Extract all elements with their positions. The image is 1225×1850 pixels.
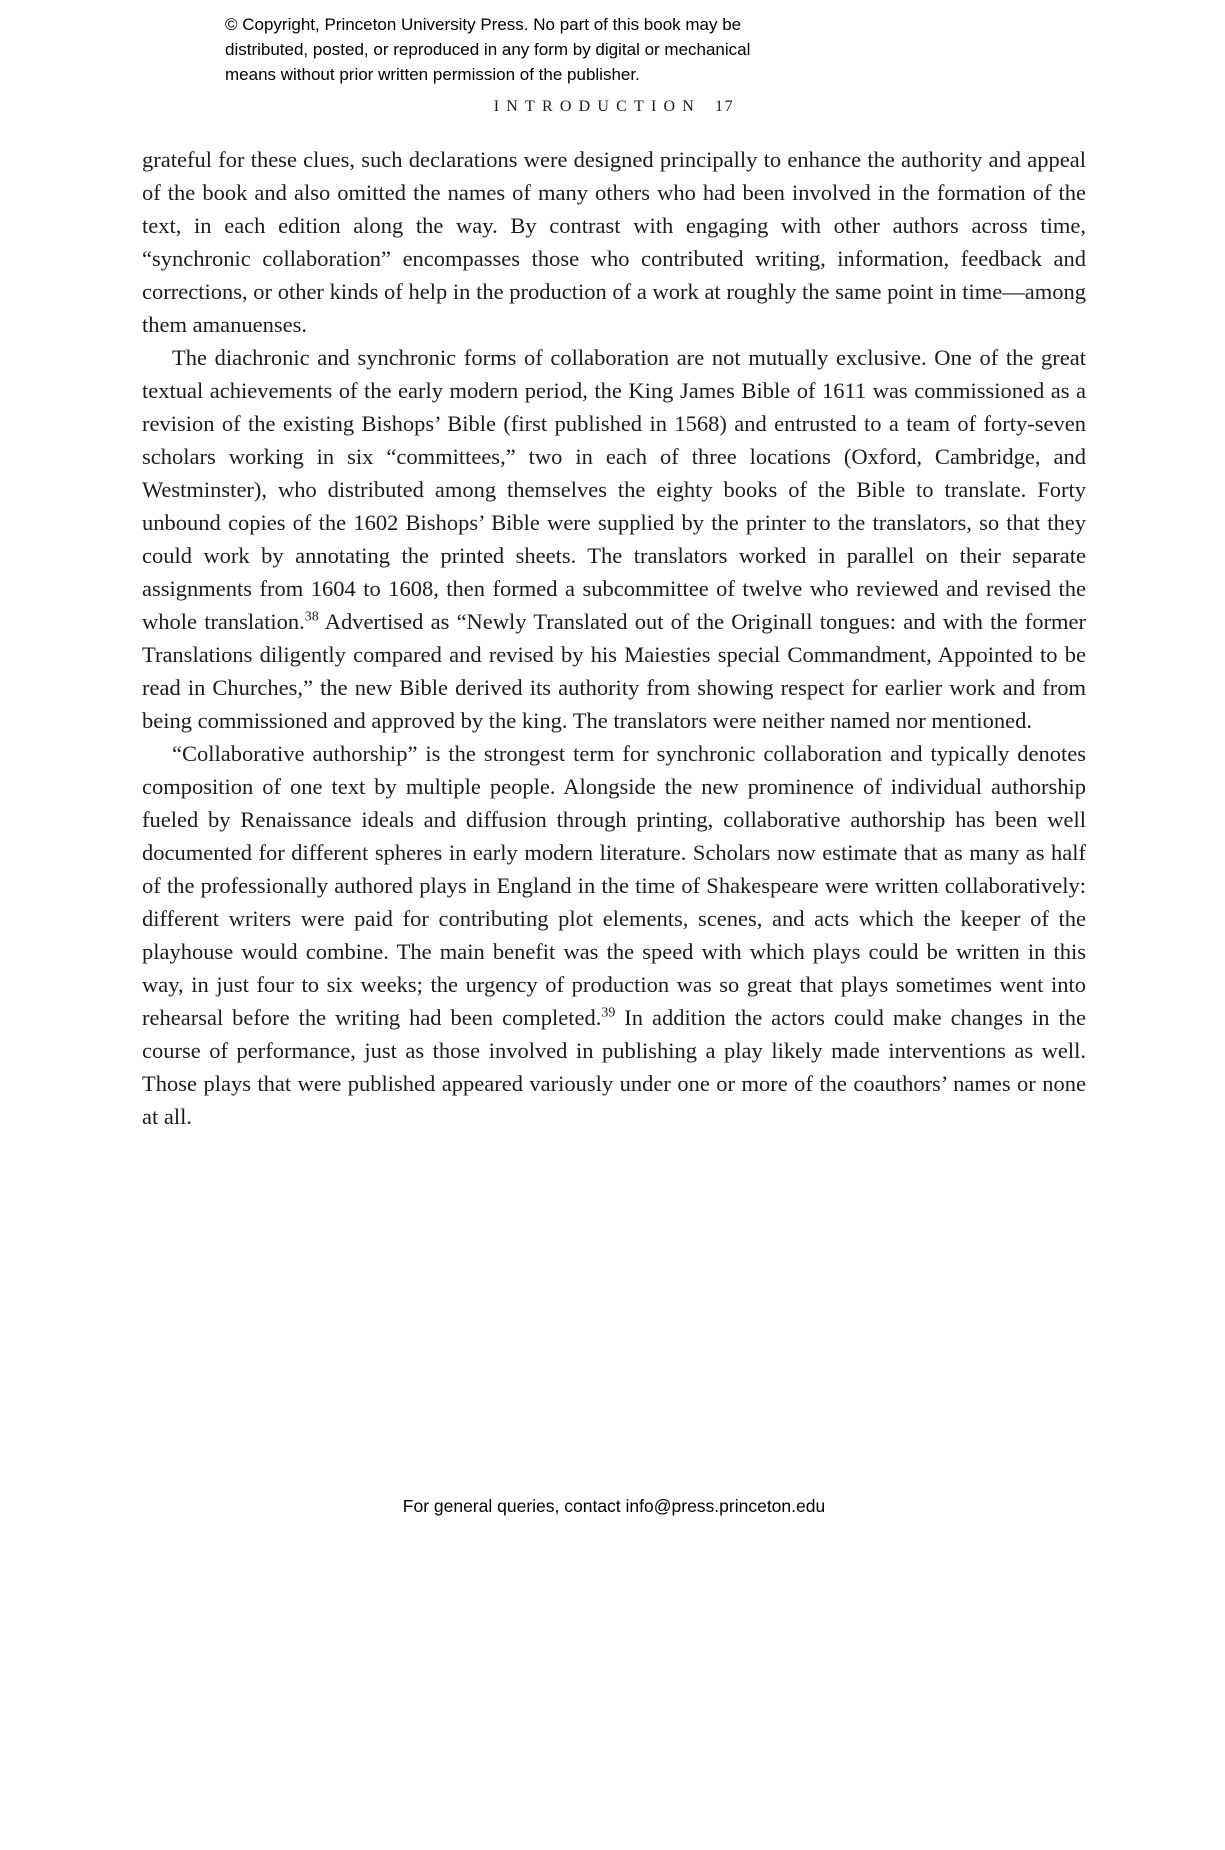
paragraph-text: The diachronic and synchronic forms of collaboration are not mutually exclusive. One of the great textual achievements of the early modern period, the King James Bible of 1611 was commissioned as a revision of the existing Bishops’ Bible (first published in 1568) and entrusted to a team of forty-seven scholars working in six “committees,” two in each of three locations (Oxford, Cambridge, and Westminster), who distributed among themselves the eighty books of the Bible to translate. Forty unbound copies of the 1602 Bishops’ Bible were supplied by the printer to the translators, so that they could work by annotating the printed sheets. The translators worked in parallel on their separate assignments from 1604 to 1608, then formed a subcommittee of twelve who reviewed and revised the whole translation. (142, 345, 1086, 634)
footnote-marker: 38 (304, 609, 319, 625)
copyright-notice (225, 12, 865, 87)
paragraph-text: “Collaborative authorship” is the strongest term for synchronic collaboration and typically denotes composition of one text by multiple people. Alongside the new prominence of individual authorship fueled by Renaissance ideals and diffusion through printing, collaborative authorship has been well documented for different spheres in early modern literature. Scholars now estimate that as many as half of the professionally authored plays in England in the time of Shakespeare were written collaboratively: different writers were paid for contributing plot elements, scenes, and acts which the keeper of the playhouse would combine. The main benefit was the speed with which plays could be written in this way, in just four to six weeks; the urgency of production was so great that plays sometimes went into rehearsal before the writing had been completed. (142, 741, 1086, 1030)
page-number: 17 (715, 98, 735, 115)
paragraph (142, 143, 1086, 341)
chapter-title: INTRODUCTION (493, 98, 702, 115)
footnote-marker: 39 (601, 1005, 616, 1021)
body-text (142, 143, 1086, 1133)
running-head (142, 98, 1086, 116)
copyright-line: distributed, posted, or reproduced in any form by digital or mechanical (225, 40, 751, 59)
copyright-line: means without prior written permission of the publisher. (225, 65, 640, 84)
paragraph-text: grateful for these clues, such declarations were designed principally to enhance the authority and appeal of the book and also omitted the names of many others who had been involved in the formation of the text, in each edition along the way. By contrast with engaging with other authors across time, “synchronic collaboration” encompasses those who contributed writing, information, feedback and corrections, or other kinds of help in the production of a work at roughly the same point in time—among them amanuenses. (142, 147, 1086, 337)
paragraph (142, 341, 1086, 737)
copyright-line: © Copyright, Princeton University Press. No part of this book may be (225, 15, 742, 34)
footer-contact: For general queries, contact info@press.princeton.edu (402, 1496, 826, 1516)
paragraph-text: In addition the actors could make changes in the course of performance, just as those involved in publishing a play likely made interventions as well. Those plays that were published appeared variously under one or more of the coauthors’ names or none at all. (142, 1005, 1086, 1129)
paragraph-text: Advertised as “Newly Translated out of the Originall tongues: and with the former Translations diligently compared and revised by his Maiesties special Commandment, Appointed to be read in Churches,” the new Bible derived its authority from showing respect for earlier work and from being commissioned and approved by the king. The translators were neither named nor mentioned. (142, 609, 1086, 733)
paragraph (142, 737, 1086, 1133)
